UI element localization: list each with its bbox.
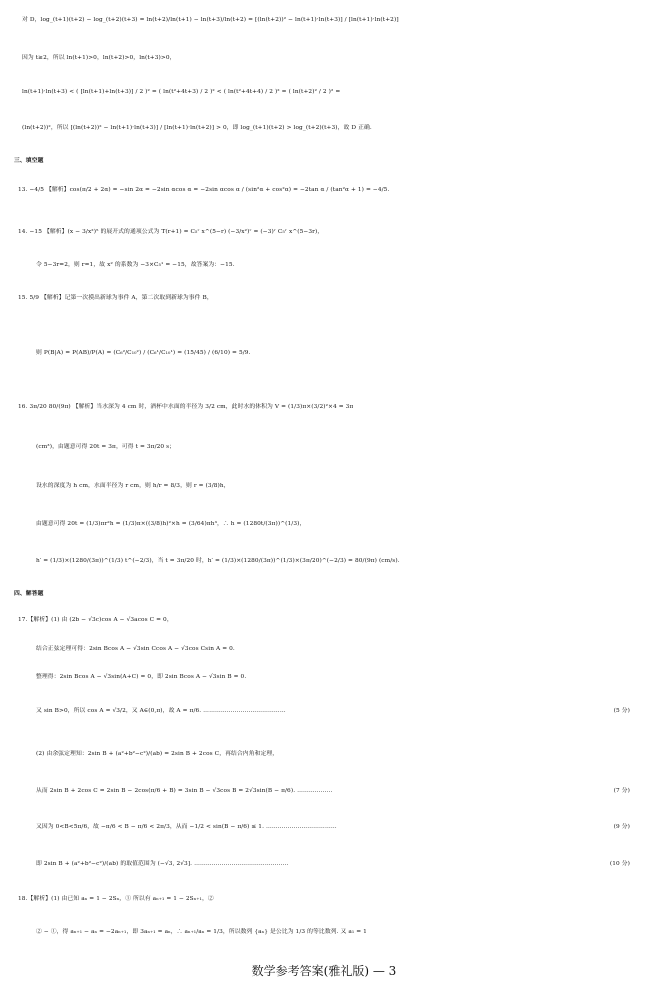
answer-15-calc: 则 P(B|A) = P(AB)/P(A) = (C₆²/C₁₀²) / (C₆¹/C₁₀¹) = (15/45) / (6/10) = 5/9. [36,350,251,356]
line-d-log-difference: 对 D，log_(t+1)(t+2) − log_(t+2)(t+3) = ln(t+2)/ln(t+1) − ln(t+3)/ln(t+2) = [(ln(t+2))² − ln(t+1)·ln(t+3)] / [ln(t+1)·ln(t+2)] [22,17,399,23]
answer-15: 15. 5/9 【解析】记第一次摸出新球为事件 A，第二次取到新球为事件 B， [18,295,213,301]
score-5: (5 分) [613,708,630,714]
answer-17-line8 [36,856,648,872]
answer-17-line2: 结合正弦定理可得：2sin Bcos A − √3sin Ccos A − √3cos Csin A = 0. [36,646,235,652]
answer-14-cont: 令 5−3r=2，则 r=1，故 x² 的系数为 −3×C₅¹ = −15，故答案为：−15. [36,262,235,268]
line-t-positive: 因为 t≥2，所以 ln(t+1)>0，ln(t+2)>0，ln(t+3)>0， [22,55,176,61]
page-footer: 数学参考答案(雅礼版) — 3 [251,964,397,978]
answer-18-part1: 18.【解析】(1) 由已知 aₙ = 1 − 2Sₙ，① 所以有 aₙ₊₁ = 1 − 2Sₙ₊₁，② [18,896,214,902]
answer-17-part1: 17.【解析】(1) 由 (2b − √3c)cos A − √3acos C = 0， [18,617,173,623]
answer-17-line7-text: 又因为 0<B<5π/6，故 −π/6 < B − π/6 < 2π/3，从而 −1/2 < sin(B − π/6) ≤ 1. ……………………………… [36,824,337,830]
answer-17-line6 [36,783,648,799]
line-inequality: ln(t+1)·ln(t+3) < ( [ln(t+1)+ln(t+3)] / 2 )² = ( ln(t²+4t+3) / 2 )² < ( ln(t²+4t+4) / 2 )² = ( ln(t+2)² / 2 )² = [22,89,341,95]
answer-16-line5: h′ = (1/3)×(1280/(3π))^(1/3) t^(−2/3)，当 t = 3π/20 时，h′ = (1/3)×(1280/(3π))^(1/3)×(3π/20)^(−2/3) = 80/(9π) (cm/s). [36,558,400,564]
answer-17-line4-text: 又 sin B>0，所以 cos A = √3/2，又 A∈(0,π)，故 A = π/6. …………………………………… [36,708,286,714]
score-9: (9 分) [613,824,630,830]
answer-16-line4: 由题意可得 20t = (1/3)πr²h = (1/3)π×((3/8)h)²×h = (3/64)πh³，∴ h = (1280t/(3π))^(1/3)， [36,521,306,527]
answer-17-line7 [36,819,648,835]
answer-13: 13. −4/5 【解析】cos(π/2 + 2α) = −sin 2α = −2sin αcos α = −2sin αcos α / (sin²α + cos²α) = −2tan α / (tan²α + 1) = −4/5. [18,187,390,193]
answer-17-line8-text: 即 2sin B + (a²+b²−c²)/(ab) 的取值范围为 (−√3, 2√3]. ………………………………………… [36,861,289,867]
line-d-conclusion: (ln(t+2))²，所以 [(ln(t+2))² − ln(t+1)·ln(t+3)] / [ln(t+1)·ln(t+2)] > 0，即 log_(t+1)(t+2) > log_(t+2)(t+3)，故 D 正确. [22,125,372,131]
score-10: (10 分) [609,861,630,867]
answer-17-part2: (2) 由余弦定理知：2sin B + (a²+b²−c²)/(ab) = 2sin B + 2cos C，再结合内角和定理， [36,751,279,757]
answer-16-line3: 设水的深度为 h cm，水面半径为 r cm，则 h/r = 8/3，则 r = (3/8)h， [36,483,230,489]
answer-16-line2: (cm³)，由题意可得 20t = 3π，可得 t = 3π/20 s； [36,444,176,450]
answer-17-line6-text: 从而 2sin B + 2cos C = 2sin B − 2cos(π/6 + B) = 3sin B − √3cos B = 2√3sin(B − π/6). ……………… [36,788,333,794]
answer-17-line3: 整理得：2sin Bcos A − √3sin(A+C) = 0，即 2sin Bcos A − √3sin B = 0. [36,674,247,680]
answer-14: 14. −15 【解析】(x − 3/x²)⁵ 的展开式的通项公式为 T(r+1) = C₅ʳ x^(5−r) (−3/x²)ʳ = (−3)ʳ C₅ʳ x^(5−3r)， [18,229,324,235]
answer-16: 16. 3π/20 80/(9π) 【解析】当水深为 4 cm 时，酒杯中水面的半径为 3/2 cm，此时水的体积为 V = (1/3)π×(3/2)²×4 = 3π [18,404,354,410]
section-solutions: 四、解答题 [14,591,44,597]
answer-18-line2: ② − ①，得 aₙ₊₁ − aₙ = −2aₙ₊₁，即 3aₙ₊₁ = aₙ，∴ aₙ₊₁/aₙ = 1/3，所以数列 {aₙ} 是公比为 1/3 的等比数列. 又 a₁ = 1 [36,929,367,935]
section-fill-blank: 三、填空题 [14,158,44,164]
score-7: (7 分) [613,788,630,794]
answer-17-line4 [36,703,648,719]
